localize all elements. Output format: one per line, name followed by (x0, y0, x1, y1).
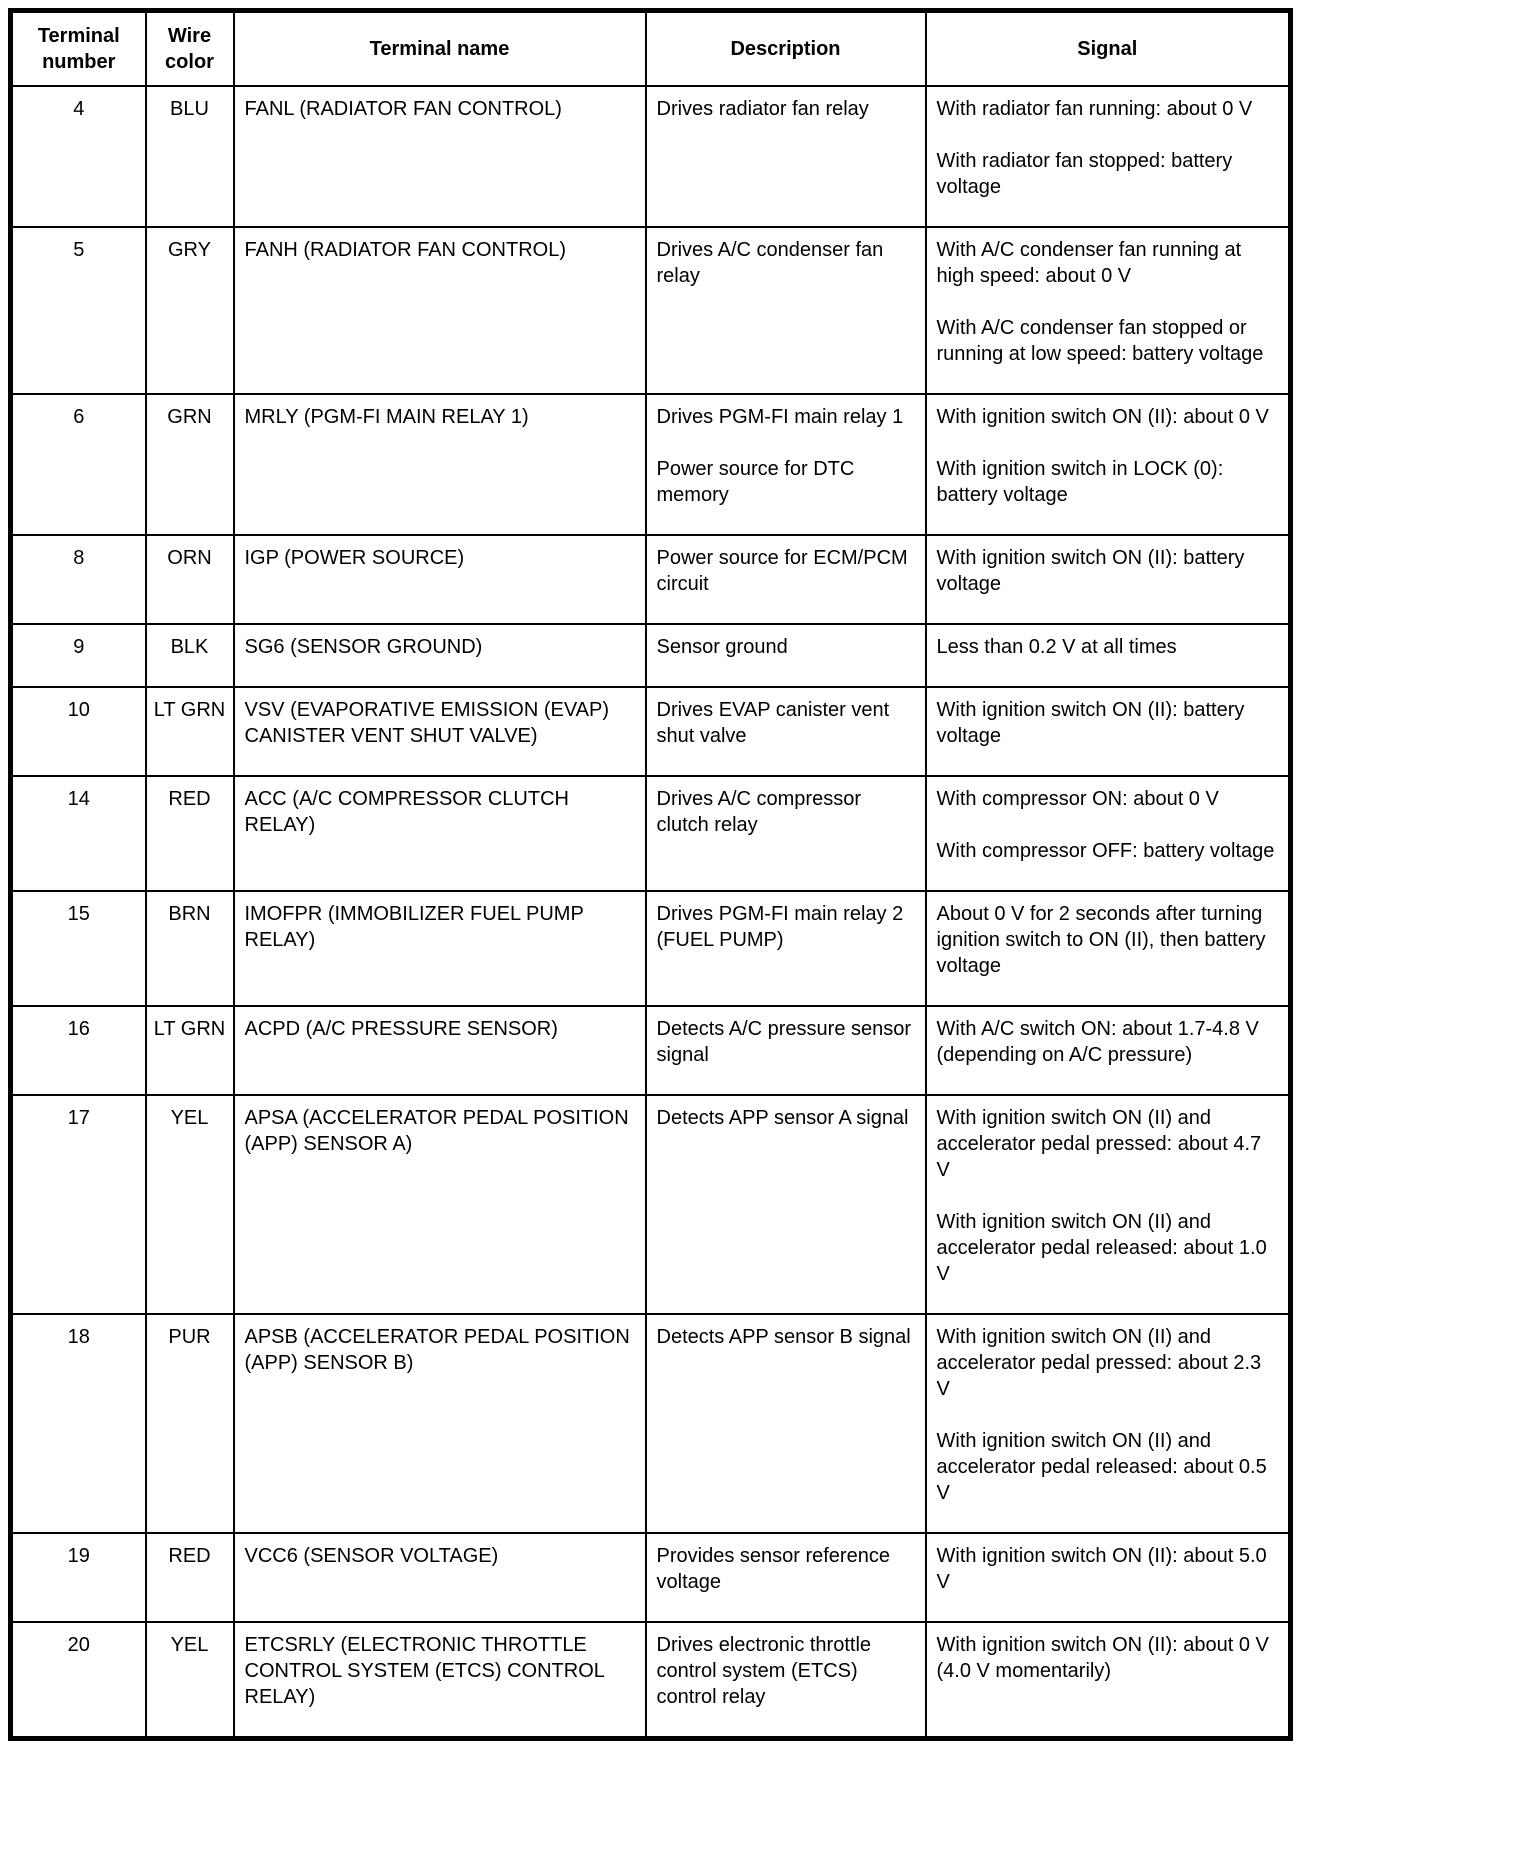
table-row (11, 394, 1291, 535)
wire-color-cell: LT GRN (146, 687, 234, 776)
signal-cell: With A/C switch ON: about 1.7-4.8 V (depending on A/C pressure) (926, 1006, 1291, 1095)
table-row (11, 624, 1291, 687)
table-row (11, 891, 1291, 1006)
terminal-name-cell: VCC6 (SENSOR VOLTAGE) (234, 1533, 646, 1622)
signal-cell: With ignition switch ON (II): battery voltage (926, 535, 1291, 624)
header-wire-color: Wire color (146, 11, 234, 87)
signal-cell: With ignition switch ON (II) and accelerator pedal pressed: about 2.3 V With ignition switch ON (II) and accelerator pedal released: about 0.5 V (926, 1314, 1291, 1533)
description-cell: Detects APP sensor A signal (646, 1095, 926, 1314)
wire-color-cell: GRY (146, 227, 234, 394)
terminal-name-cell: IGP (POWER SOURCE) (234, 535, 646, 624)
description-cell: Drives electronic throttle control system (ETCS) control relay (646, 1622, 926, 1739)
wire-color-cell: RED (146, 776, 234, 891)
header-terminal-name: Terminal name (234, 11, 646, 87)
terminal-number-cell: 15 (11, 891, 146, 1006)
header-description: Description (646, 11, 926, 87)
terminal-number-cell: 19 (11, 1533, 146, 1622)
description-cell: Sensor ground (646, 624, 926, 687)
signal-cell: With compressor ON: about 0 V With compressor OFF: battery voltage (926, 776, 1291, 891)
table-row (11, 1314, 1291, 1533)
description-cell: Drives A/C compressor clutch relay (646, 776, 926, 891)
table-row (11, 1622, 1291, 1739)
terminal-number-cell: 4 (11, 86, 146, 227)
header-terminal-number: Terminal number (11, 11, 146, 87)
description-cell: Drives PGM-FI main relay 1 Power source for DTC memory (646, 394, 926, 535)
wire-color-cell: RED (146, 1533, 234, 1622)
terminal-name-cell: FANH (RADIATOR FAN CONTROL) (234, 227, 646, 394)
signal-cell: With ignition switch ON (II): battery voltage (926, 687, 1291, 776)
wire-color-cell: BRN (146, 891, 234, 1006)
wire-color-cell: GRN (146, 394, 234, 535)
terminal-number-cell: 5 (11, 227, 146, 394)
terminal-number-cell: 20 (11, 1622, 146, 1739)
terminal-name-cell: ACPD (A/C PRESSURE SENSOR) (234, 1006, 646, 1095)
signal-cell: With A/C condenser fan running at high speed: about 0 V With A/C condenser fan stopped or running at low speed: battery voltage (926, 227, 1291, 394)
terminal-number-cell: 9 (11, 624, 146, 687)
wire-color-cell: BLK (146, 624, 234, 687)
terminal-number-cell: 6 (11, 394, 146, 535)
terminal-name-cell: ACC (A/C COMPRESSOR CLUTCH RELAY) (234, 776, 646, 891)
signal-cell: About 0 V for 2 seconds after turning ignition switch to ON (II), then battery voltage (926, 891, 1291, 1006)
terminal-number-cell: 14 (11, 776, 146, 891)
terminal-number-cell: 8 (11, 535, 146, 624)
description-cell: Drives radiator fan relay (646, 86, 926, 227)
signal-cell: With ignition switch ON (II) and accelerator pedal pressed: about 4.7 V With ignition switch ON (II) and accelerator pedal released: about 1.0 V (926, 1095, 1291, 1314)
terminal-number-cell: 18 (11, 1314, 146, 1533)
description-cell: Provides sensor reference voltage (646, 1533, 926, 1622)
table-header (11, 11, 1291, 87)
signal-cell: With ignition switch ON (II): about 0 V (4.0 V momentarily) (926, 1622, 1291, 1739)
signal-cell: With ignition switch ON (II): about 0 V With ignition switch in LOCK (0): battery voltage (926, 394, 1291, 535)
terminal-name-cell: APSA (ACCELERATOR PEDAL POSITION (APP) SENSOR A) (234, 1095, 646, 1314)
header-row (11, 11, 1291, 87)
table-row (11, 535, 1291, 624)
description-cell: Drives PGM-FI main relay 2 (FUEL PUMP) (646, 891, 926, 1006)
table-row (11, 687, 1291, 776)
wire-color-cell: PUR (146, 1314, 234, 1533)
document-page (0, 8, 1520, 1850)
table-row (11, 776, 1291, 891)
terminal-name-cell: VSV (EVAPORATIVE EMISSION (EVAP) CANISTER VENT SHUT VALVE) (234, 687, 646, 776)
description-cell: Detects A/C pressure sensor signal (646, 1006, 926, 1095)
terminal-name-cell: MRLY (PGM-FI MAIN RELAY 1) (234, 394, 646, 535)
header-signal: Signal (926, 11, 1291, 87)
description-cell: Drives A/C condenser fan relay (646, 227, 926, 394)
wire-color-cell: BLU (146, 86, 234, 227)
signal-cell: With radiator fan running: about 0 V With radiator fan stopped: battery voltage (926, 86, 1291, 227)
table-row (11, 227, 1291, 394)
table-body (11, 86, 1291, 1739)
wire-color-cell: YEL (146, 1622, 234, 1739)
signal-cell: With ignition switch ON (II): about 5.0 V (926, 1533, 1291, 1622)
terminal-name-cell: SG6 (SENSOR GROUND) (234, 624, 646, 687)
terminal-number-cell: 10 (11, 687, 146, 776)
table-row (11, 1095, 1291, 1314)
wire-color-cell: LT GRN (146, 1006, 234, 1095)
terminal-name-cell: FANL (RADIATOR FAN CONTROL) (234, 86, 646, 227)
terminal-description-table (8, 8, 1293, 1741)
wire-color-cell: YEL (146, 1095, 234, 1314)
description-cell: Drives EVAP canister vent shut valve (646, 687, 926, 776)
signal-cell: Less than 0.2 V at all times (926, 624, 1291, 687)
description-cell: Power source for ECM/PCM circuit (646, 535, 926, 624)
description-cell: Detects APP sensor B signal (646, 1314, 926, 1533)
table-row (11, 1006, 1291, 1095)
terminal-name-cell: IMOFPR (IMMOBILIZER FUEL PUMP RELAY) (234, 891, 646, 1006)
terminal-number-cell: 16 (11, 1006, 146, 1095)
terminal-name-cell: ETCSRLY (ELECTRONIC THROTTLE CONTROL SYSTEM (ETCS) CONTROL RELAY) (234, 1622, 646, 1739)
terminal-name-cell: APSB (ACCELERATOR PEDAL POSITION (APP) SENSOR B) (234, 1314, 646, 1533)
wire-color-cell: ORN (146, 535, 234, 624)
table-row (11, 1533, 1291, 1622)
table-row (11, 86, 1291, 227)
terminal-number-cell: 17 (11, 1095, 146, 1314)
